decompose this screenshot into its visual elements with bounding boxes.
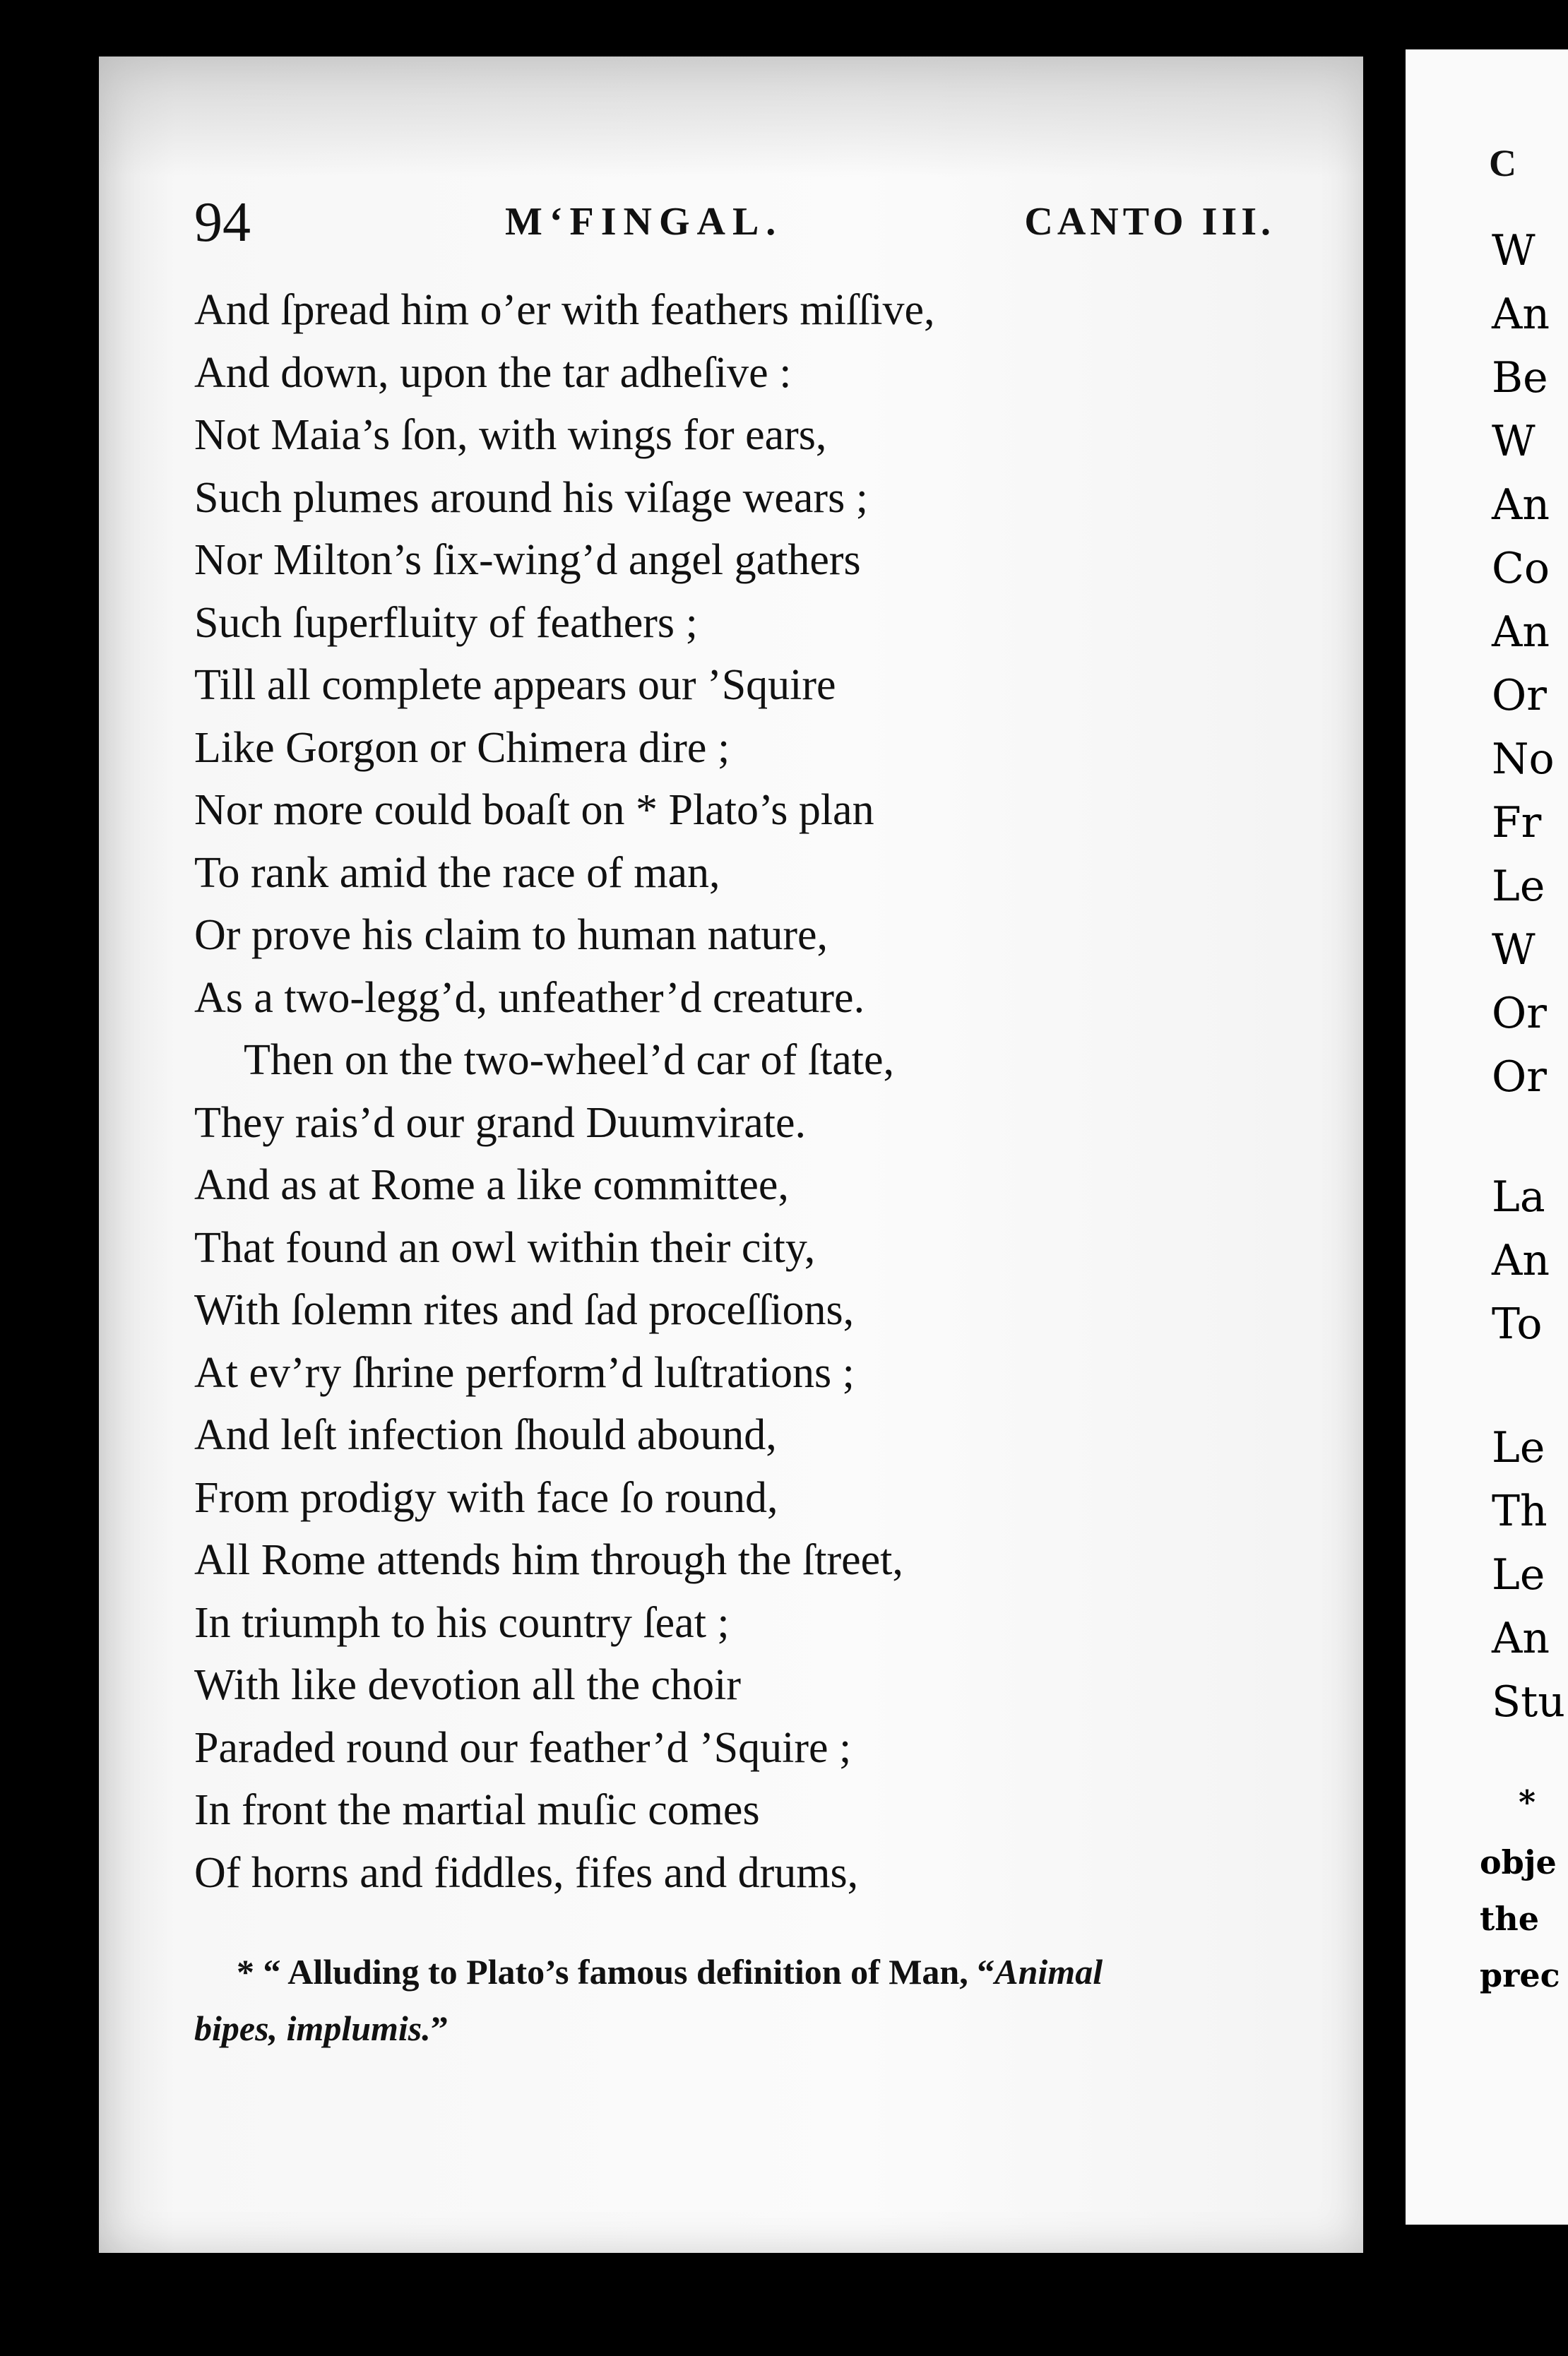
footnote-text: * “ Alluding to Plato’s famous definition of Man, “ bbox=[237, 1952, 995, 1992]
poem-line: And leſt infection ſhould abound, bbox=[194, 1411, 777, 1459]
poem-line: Then on the two-wheel’d car of ſtate, bbox=[244, 1036, 895, 1084]
facing-line: W bbox=[1492, 417, 1536, 466]
poem-line: Or prove his claim to human nature, bbox=[194, 911, 828, 959]
facing-line: W bbox=[1492, 925, 1536, 975]
facing-note-line: * bbox=[1519, 1783, 1536, 1821]
facing-page-header: C bbox=[1489, 142, 1516, 184]
facing-line: To bbox=[1492, 1299, 1543, 1349]
footnote-quote: ” bbox=[430, 2009, 449, 2048]
page-header bbox=[194, 191, 1275, 254]
facing-line: An bbox=[1492, 480, 1550, 530]
poem-text bbox=[194, 279, 1296, 1904]
poem-line: Nor more could boaſt on * Plato’s plan bbox=[194, 786, 874, 834]
facing-line: Co bbox=[1492, 544, 1550, 593]
facing-note-line: obje bbox=[1480, 1843, 1557, 1881]
poem-line: With like devotion all the choir bbox=[194, 1661, 742, 1709]
facing-line: Fr bbox=[1492, 798, 1542, 847]
footnote-latin: bipes, implumis. bbox=[194, 2009, 431, 2048]
poem-line: With ſolemn rites and ſad proceſſions, bbox=[194, 1286, 855, 1334]
facing-line: La bbox=[1492, 1172, 1545, 1222]
page-number: 94 bbox=[194, 191, 251, 254]
facing-line: Or bbox=[1492, 671, 1547, 720]
poem-line: In front the martial muſic comes bbox=[194, 1786, 760, 1834]
footnote-latin: Animal bbox=[994, 1952, 1103, 1992]
facing-line: An bbox=[1492, 290, 1550, 339]
footnote-line-1 bbox=[194, 1944, 1268, 2000]
canto-label: CANTO III. bbox=[1024, 200, 1275, 244]
poem-line: To rank amid the race of man, bbox=[194, 848, 720, 897]
poem-line: And as at Rome a like committee, bbox=[194, 1161, 789, 1209]
poem-line: From prodigy with face ſo round, bbox=[194, 1473, 778, 1522]
facing-line: Stu bbox=[1492, 1677, 1565, 1727]
facing-line: No bbox=[1492, 734, 1555, 784]
facing-line: Le bbox=[1492, 1550, 1545, 1600]
running-title: M‘FINGAL. bbox=[505, 200, 783, 244]
facing-line: Or bbox=[1492, 1052, 1547, 1102]
poem-line: Like Gorgon or Chimera dire ; bbox=[194, 723, 730, 772]
poem-line: And down, upon the tar adheſive : bbox=[194, 348, 792, 397]
facing-line: An bbox=[1492, 607, 1550, 657]
poem-line: And ſpread him o’er with feathers miſſive, bbox=[194, 286, 935, 334]
facing-note-line: the bbox=[1480, 1900, 1539, 1938]
facing-note-line: prec bbox=[1480, 1956, 1560, 1994]
footnote-line-2 bbox=[194, 2000, 1268, 2057]
poem-line: Such plumes around his viſage wears ; bbox=[194, 473, 868, 522]
poem-line: Such ſuperfluity of feathers ; bbox=[194, 598, 698, 647]
facing-line: Th bbox=[1492, 1487, 1548, 1536]
facing-line: W bbox=[1492, 226, 1536, 275]
facing-line: Le bbox=[1492, 862, 1545, 911]
poem-line: Not Maia’s ſon, with wings for ears, bbox=[194, 411, 827, 459]
poem-line: In triumph to his country ſeat ; bbox=[194, 1598, 730, 1647]
facing-line: An bbox=[1492, 1236, 1550, 1285]
poem-line: At ev’ry ſhrine perform’d luſtrations ; bbox=[194, 1348, 855, 1397]
poem-line: Till all complete appears our ’Squire bbox=[194, 661, 836, 709]
poem-line: As a two-legg’d, unfeather’d creature. bbox=[194, 973, 865, 1022]
poem-line: All Rome attends him through the ſtreet, bbox=[194, 1536, 903, 1584]
poem-line: Paraded round our feather’d ’Squire ; bbox=[194, 1723, 852, 1772]
facing-line: An bbox=[1492, 1614, 1550, 1663]
poem-line: That found an owl within their city, bbox=[194, 1223, 816, 1272]
facing-line: Be bbox=[1492, 353, 1548, 403]
poem-line: Nor Milton’s ſix-wing’d angel gathers bbox=[194, 536, 861, 584]
book-gutter bbox=[1363, 0, 1406, 2356]
facing-line: Le bbox=[1492, 1423, 1545, 1472]
footnote bbox=[194, 1944, 1268, 2057]
poem-line: They rais’d our grand Duumvirate. bbox=[194, 1098, 807, 1147]
facing-line: Or bbox=[1492, 989, 1547, 1038]
poem-line: Of horns and fiddles, fifes and drums, bbox=[194, 1848, 859, 1897]
